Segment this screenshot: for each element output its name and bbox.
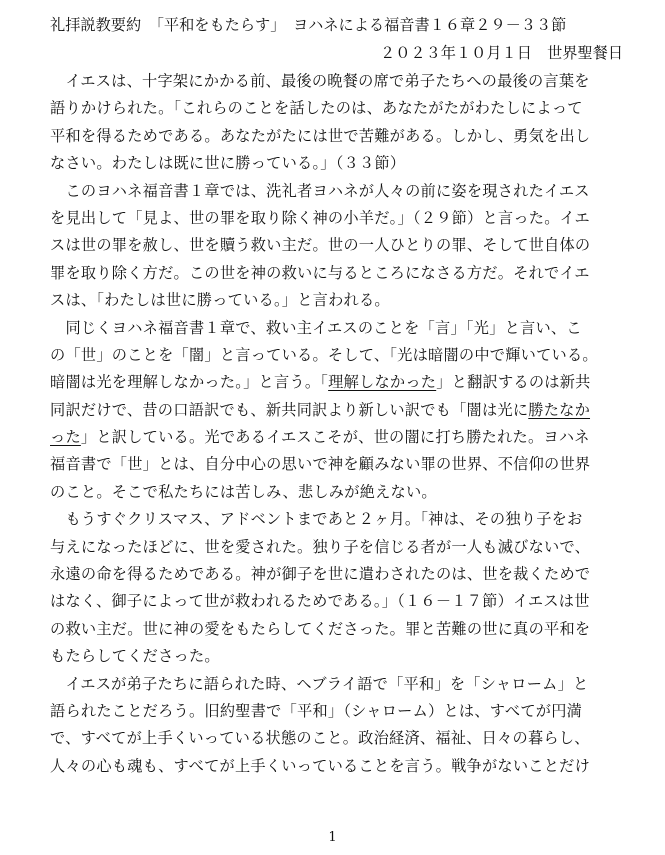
text-segment: 暗闇は光を理解しなかった。」と言う。「 (50, 373, 329, 392)
text-line (50, 397, 630, 424)
text-line (50, 369, 630, 396)
page-number: 1 (328, 830, 337, 845)
text-segment: 」と翻訳するのは新共 (436, 373, 591, 392)
text-line: このヨハネ福音書１章では、洗礼者ヨハネが人々の前に姿を現されたイエス (50, 181, 590, 200)
text-line: もうすぐクリスマス、アドベントまであと２ヶ月。「神は、その独り子をお (50, 510, 583, 529)
underlined-text: った (50, 428, 81, 447)
text-segment: 」と訳している。光であるイエスこそが、世の闇に打ち勝たれた。ヨハネ (80, 428, 590, 447)
underlined-text: 勝たなか (528, 400, 591, 419)
text-line: 与えになったほどに、世を愛された。独り子を信じる者が一人も滅びないで、 (50, 537, 591, 556)
text-line: イエスは、十字架にかかる前、最後の晩餐の席で弟子たちへの最後の言葉を (50, 72, 590, 90)
text-line: スは、「わたしは世に勝っている。」と言われる。 (50, 291, 390, 310)
text-line: 罪を取り除く方だ。この世を神の救いに与るところになさる方だ。それでイエ (50, 263, 590, 282)
text-line: はなく、御子によって世が救われるためである。」（１６－１７節）イエスは世 (50, 592, 590, 611)
sermon-date: ２０２３年１０月１日 世界聖餐日 (380, 44, 623, 62)
text-line: 語りかけられた。「これらのことを話したのは、あなたがたがわたしによって (50, 99, 583, 118)
text-line: 平和を得るためである。あなたがたには世で苦難がある。しかし、勇気を出し (50, 126, 591, 145)
text-line: 人々の心も魂も、すべてが上手くいっていることを言う。戦争がないことだけ (50, 756, 591, 775)
text-line: スは世の罪を赦し、世を贖う救い主だ。世の一人ひとりの罪、そして世自体の (50, 236, 591, 255)
underlined-text: 理解しなかった (328, 373, 437, 392)
text-line: 福音書で「世」とは、自分中心の思いで神を顧みない罪の世界、不信仰の世界 (50, 455, 591, 474)
text-line: なさい。わたしは既に世に勝っている。」（３３節） (50, 154, 406, 173)
text-line: で、すべてが上手くいっている状態のこと。政治経済、福祉、日々の暮らし、 (50, 729, 590, 748)
text-line: 永遠の命を得るためである。神が御子を世に遣わされたのは、世を裁くためで (50, 565, 591, 584)
sermon-title: 礼拝説教要約 「平和をもたらす」 ヨハネによる福音書１６章２９－３３節 (50, 16, 567, 34)
text-segment: 同訳だけで、昔の口語訳でも、新共同訳より新しい訳でも「闇は光に (50, 400, 529, 419)
text-line (50, 424, 630, 451)
text-line: もたらしてくださった。 (50, 647, 220, 666)
text-line: 語られたことだろう。旧約聖書で「平和」（シャローム）とは、すべてが円満 (50, 701, 583, 720)
text-line: 同じくヨハネ福音書１章で、救い主イエスのことを「言」「光」と言い、こ (50, 318, 582, 337)
text-line: の救い主だ。世に神の愛をもたらしてくださった。罪と苦難の世に真の平和を (50, 619, 591, 638)
text-line: を見出して「見よ、世の罪を取り除く神の小羊だ。」（２９節）と言った。イエ (50, 208, 590, 227)
text-line: イエスが弟子たちに語られた時、ヘブライ語で「平和」を「シャローム」と (50, 674, 589, 693)
text-line: のこと。そこで私たちには苦しみ、悲しみが絶えない。 (50, 482, 437, 501)
text-line: の「世」のことを「闇」と言っている。そして、「光は暗闇の中で輝いている。 (50, 345, 598, 364)
sermon-body (50, 68, 630, 780)
